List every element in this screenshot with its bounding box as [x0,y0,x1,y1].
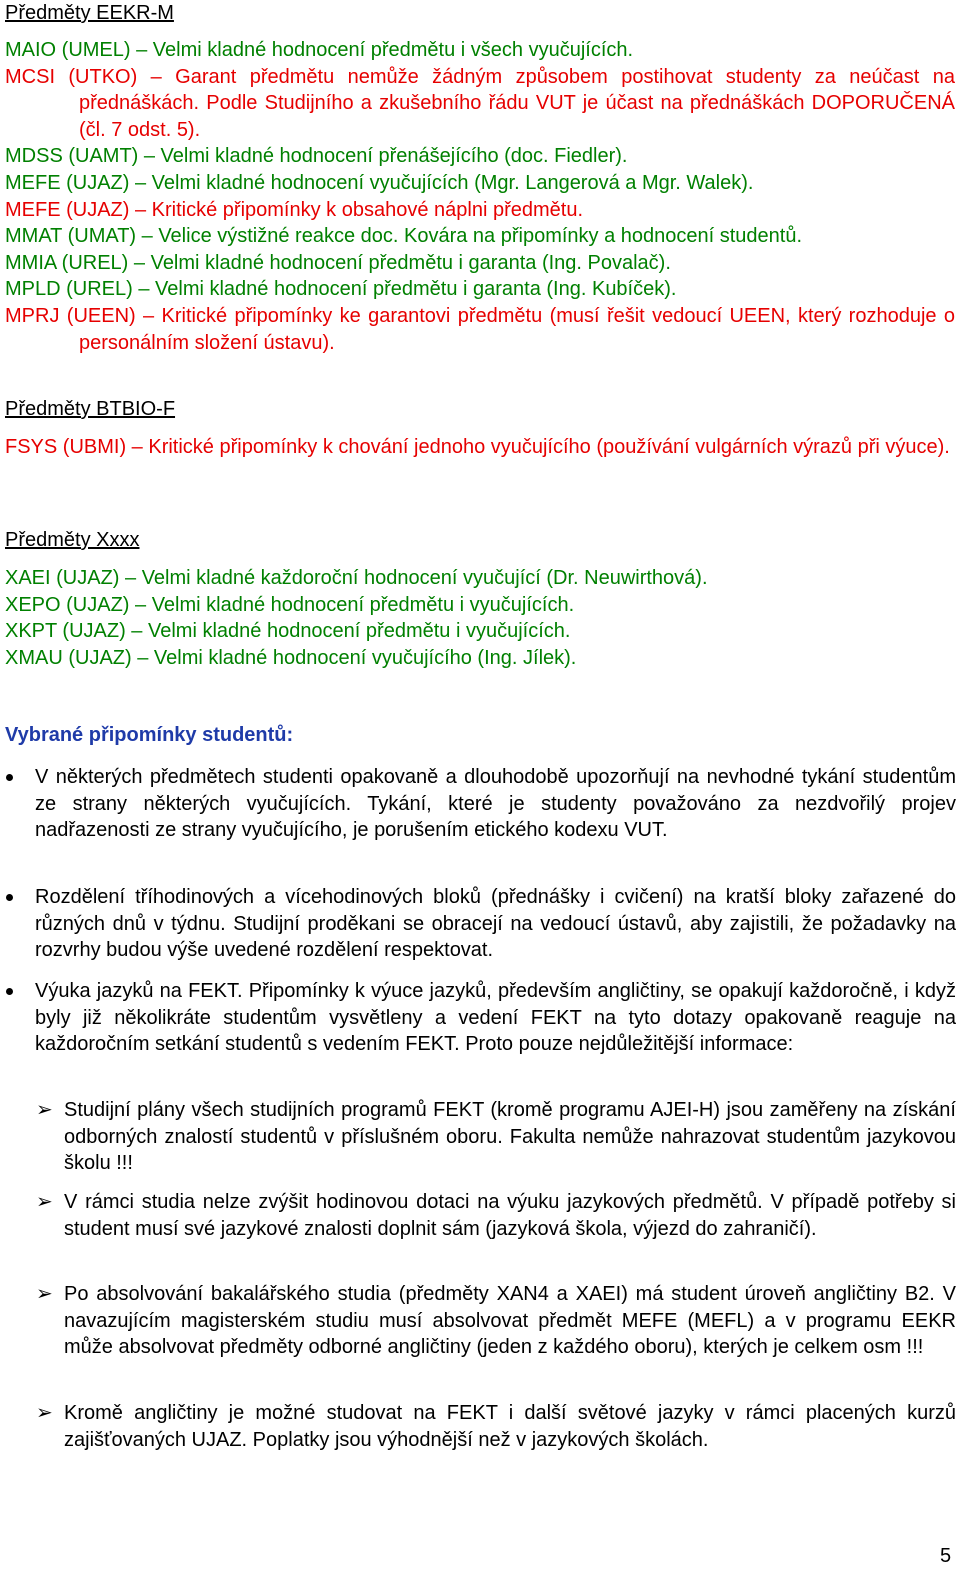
student-comment-list-2 [0,884,956,964]
entry-mmia: MMIA (UREL) – Velmi kladné hodnocení předmětu i garanta (Ing. Povalač). [5,251,671,274]
entry-xmau: XMAU (UJAZ) – Velmi kladné hodnocení vyučujícího (Ing. Jílek). [5,646,577,669]
eekr-entries [5,37,955,356]
sub-item-text: Kromě angličtiny je možné studovat na FEKT i další světové jazyky v rámci placených kurzů zajišťovaných UJAZ. Poplatky jsou výhodnější než v jazykových školách. [64,1402,956,1451]
list-item [0,1097,956,1177]
entry-mpld: MPLD (UREL) – Velmi kladné hodnocení předmětu i garanta (Ing. Kubíček). [5,278,677,301]
list-item [0,884,956,964]
xxxx-entries [5,565,955,671]
sub-item-text: Po absolvování bakalářského studia (předměty XAN4 a XAEI) má student úroveň angličtiny B2. V navazujícím magisterském studiu musí absolvovat předmět MEFE (MEFL) a v programu EEKR může absolvovat předměty odborné angličtiny (jeden z každého oboru), kterých je celkem osm !!! [64,1283,956,1359]
bullet-icon [6,988,13,995]
student-comments-title: Vybrané připomínky studentů: [5,724,294,746]
arrow-bullet-icon: ➢ [36,1402,53,1424]
bullet-icon [6,894,13,901]
list-item [0,764,956,844]
entry-xaei: XAEI (UJAZ) – Velmi kladné každoroční hodnocení vyučující (Dr. Neuwirthová). [5,567,708,589]
entry-mefe-critical: MEFE (UJAZ) – Kritické připomínky k obsahové náplni předmětu. [5,198,583,221]
entry-mcsi: MCSI (UTKO) – Garant předmětu nemůže žádným způsobem postihovat studenty za neúčast na přednáškách. Podle Studijního a zkušebního řádu VUT je účast na přednáškách DOPORUČENÁ (čl. 7 odst. 5). [5,65,955,141]
btbio-entries [5,434,955,461]
entry-mefe-positive: MEFE (UJAZ) – Velmi kladné hodnocení vyučujících (Mgr. Langerová a Mgr. Walek). [5,171,754,194]
entry-mprj: MPRJ (UEEN) – Kritické připomínky ke garantovi předmětu (musí řešit vedoucí UEEN, který rozhoduje o personálním složení ústavu). [5,304,955,354]
sub-item-text: Studijní plány všech studijních programů FEKT (kromě programu AJEI-H) jsou zaměřeny na získání odborných znalostí studentů v příslušném oboru. Fakulta nemůže nahrazovat studentům jazykovou školu !!! [64,1099,956,1175]
entry-xepo: XEPO (UJAZ) – Velmi kladné hodnocení předmětu i vyučujících. [5,593,575,616]
entry-maio: MAIO (UMEL) – Velmi kladné hodnocení předmětu i všech vyučujících. [5,39,634,61]
bullet-icon [6,774,13,781]
arrow-bullet-icon: ➢ [36,1099,53,1121]
student-comment-list [0,764,956,844]
bullet-text: Rozdělení tříhodinových a vícehodinových bloků (přednášky i cvičení) na kratší bloky zařazené do různých dnů v týdnu. Studijní proděkani se obracejí na vedoucí ústavů, aby zajistili, že požadavky na rozvrhy budou výše uvedené rozdělení respektovat. [35,886,956,962]
entry-mdss: MDSS (UAMT) – Velmi kladné hodnocení přenášejícího (doc. Fiedler). [5,145,628,168]
arrow-bullet-icon: ➢ [36,1191,53,1213]
language-info-list-2 [0,1189,956,1242]
list-item [0,1189,956,1242]
language-info-list-3 [0,1281,956,1361]
language-info-list-4 [0,1400,956,1453]
section-heading-btbio: Předměty BTBIO-F [5,398,176,420]
list-item [0,1400,956,1453]
section-heading-eekr: Předměty EEKR-M [5,2,174,24]
entry-xkpt: XKPT (UJAZ) – Velmi kladné hodnocení předmětu i vyučujících. [5,620,571,643]
list-item [0,978,956,1058]
entry-mmat: MMAT (UMAT) – Velice výstižné reakce doc. Kovára na připomínky a hodnocení studentů. [5,225,803,248]
section-heading-xxxx: Předměty Xxxx [5,529,140,551]
language-info-list [0,1097,956,1177]
sub-item-text: V rámci studia nelze zvýšit hodinovou dotaci na výuku jazykových předmětů. V případě potřeby si student musí své jazykové znalosti doplnit sám (jazyková škola, výjezd do zahraničí). [64,1191,956,1240]
arrow-bullet-icon: ➢ [36,1283,53,1305]
entry-fsys: FSYS (UBMI) – Kritické připomínky k chování jednoho vyučujícího (používání vulgárních výrazů při výuce). [5,436,950,458]
bullet-text: V některých předmětech studenti opakovaně a dlouhodobě upozorňují na nevhodné tykání studentům ze strany některých vyučujících. Tykání, které je studenty považováno za nezdvořilý projev nadřazenosti ze strany vyučujícího, je porušením etického kodexu VUT. [35,766,956,842]
bullet-text: Výuka jazyků na FEKT. Připomínky k výuce jazyků, především angličtiny, se opakují každoročně, i když byly již několikráte studentům vysvětleny a vedení FEKT na tyto dotazy opakovaně reaguje na každoročním setkání studentů s vedením FEKT. Proto pouze nejdůležitější informace: [35,980,956,1056]
page-number: 5 [940,1545,952,1567]
list-item [0,1281,956,1361]
student-comment-list-3 [0,978,956,1058]
